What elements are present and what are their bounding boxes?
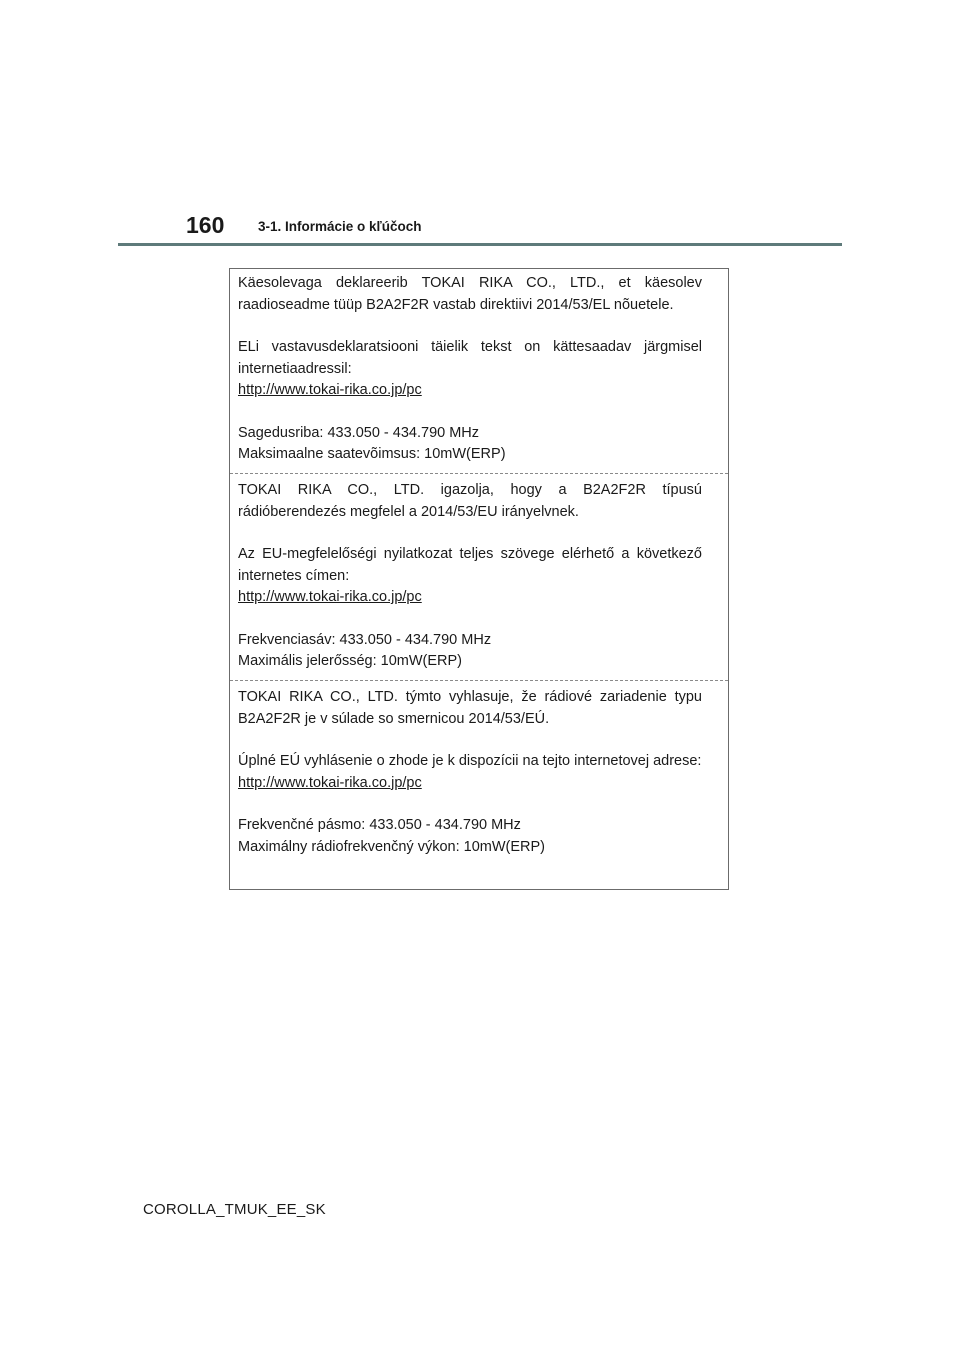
- declaration-specs: [238, 630, 702, 673]
- section-divider: [230, 473, 728, 474]
- section-title: 3-1. Informácie o kľúčoch: [258, 219, 422, 234]
- declaration-url-link[interactable]: http://www.tokai-rika.co.jp/pc: [238, 382, 422, 398]
- frequency-band: Frekvenciasáv: 433.050 - 434.790 MHz: [238, 631, 492, 648]
- availability-text: ELi vastavusdeklaratsiooni täielik tekst on kättesaadav järgmisel internetiaadressil:: [238, 339, 702, 377]
- max-power: Maximálny rádiofrekvenčný výkon: 10mW(ERP): [238, 838, 546, 855]
- declaration-slovak: [230, 687, 728, 858]
- declaration-specs: [238, 423, 702, 466]
- declaration-statement: TOKAI RIKA CO., LTD. igazolja, hogy a B2A2F2R típusú rádióberendezés megfelel a 2014/53/EU irányelvnek.: [238, 482, 702, 520]
- availability-text: Az EU-megfelelőségi nyilatkozat teljes szövege elérhető a következő internetes címen:: [238, 546, 702, 584]
- declaration-url-link[interactable]: http://www.tokai-rika.co.jp/pc: [238, 589, 422, 605]
- declaration-availability: [238, 337, 702, 402]
- section-divider: [230, 680, 728, 681]
- frequency-band: Frekvenčné pásmo: 433.050 - 434.790 MHz: [238, 817, 521, 833]
- declaration-estonian: [230, 273, 728, 466]
- declaration-statement: TOKAI RIKA CO., LTD. týmto vyhlasuje, že rádiové zariadenie typu B2A2F2R je v súlade so smernicou 2014/53/EÚ.: [238, 689, 702, 727]
- max-power: Maksimaalne saatevõimsus: 10mW(ERP): [238, 446, 506, 462]
- frequency-band: Sagedusriba: 433.050 - 434.790 MHz: [238, 424, 480, 441]
- declaration-hungarian: [230, 480, 728, 673]
- page-number: 160: [186, 212, 225, 238]
- footer-document-code: COROLLA_TMUK_EE_SK: [143, 1201, 326, 1218]
- declaration-specs: [238, 815, 702, 858]
- declaration-availability: [238, 751, 702, 794]
- declaration-availability: [238, 544, 702, 609]
- declaration-url-link[interactable]: http://www.tokai-rika.co.jp/pc: [238, 774, 422, 791]
- availability-text: Úplné EÚ vyhlásenie o zhode je k dispozícii na tejto internetovej adrese:: [238, 753, 702, 769]
- header-rule: [118, 243, 842, 246]
- max-power: Maximális jelerősség: 10mW(ERP): [238, 653, 462, 669]
- declaration-statement: Käesolevaga deklareerib TOKAI RIKA CO., LTD., et käesolev raadioseadme tüüp B2A2F2R vastab direktiivi 2014/53/EL nõuetele.: [238, 275, 702, 313]
- declaration-box: [229, 268, 729, 890]
